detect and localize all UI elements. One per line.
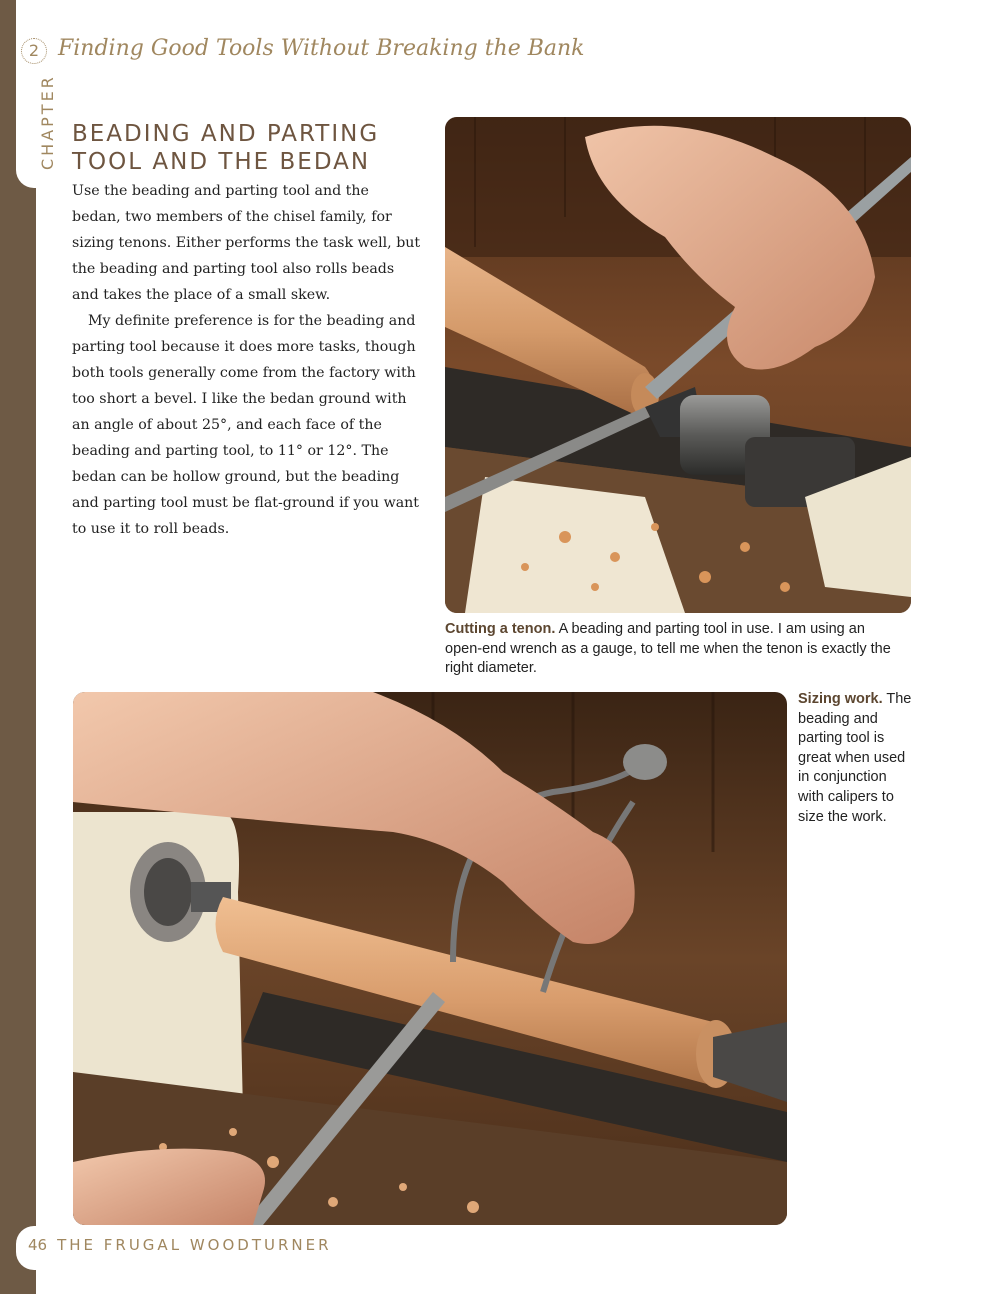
band-notch-top [16,0,36,188]
caption-cutting-tenon [445,620,905,679]
photo-cutting-tenon [445,117,911,613]
book-title: THE FRUGAL WOODTURNER [57,1236,332,1254]
chapter-label: CHAPTER [38,74,57,170]
paragraph: My definite preference is for the beading and parting tool because it does more tasks, though both tools generally come from the factory with too short a bevel. I like the bedan ground with an angle of about 25°, and each face of the beading and parting tool, to 11° or 12°. The bedan can be hollow ground, but the beading and parting tool must be flat-ground if you want to use it to roll beads. [72,313,420,537]
photo-sizing-work [73,692,787,1225]
caption-title: Cutting a tenon. [445,621,556,637]
page-number: 46 [28,1236,48,1254]
chapter-number-badge: 2 [21,38,47,64]
page-edge-band [0,0,36,1294]
body-text [72,178,422,542]
paragraph: Use the beading and parting tool and the bedan, two members of the chisel family, for sizing tenons. Either performs the task well, but the beading and parting tool also rolls beads and takes the place of a small skew. [72,183,421,303]
section-title: BEADING AND PARTING TOOL AND THE BEDAN [72,121,380,175]
page-footer [28,1236,332,1254]
running-title: Finding Good Tools Without Breaking the Bank [58,36,585,61]
caption-text: The beading and parting tool is great when used in conjunction with calipers to size the work. [798,691,912,825]
caption-title: Sizing work. [798,691,883,707]
caption-text: A beading and parting tool in use. I am using an open-end wrench as a gauge, to tell me when the tenon is exactly the right diameter. [445,621,891,677]
caption-sizing-work [798,690,916,827]
